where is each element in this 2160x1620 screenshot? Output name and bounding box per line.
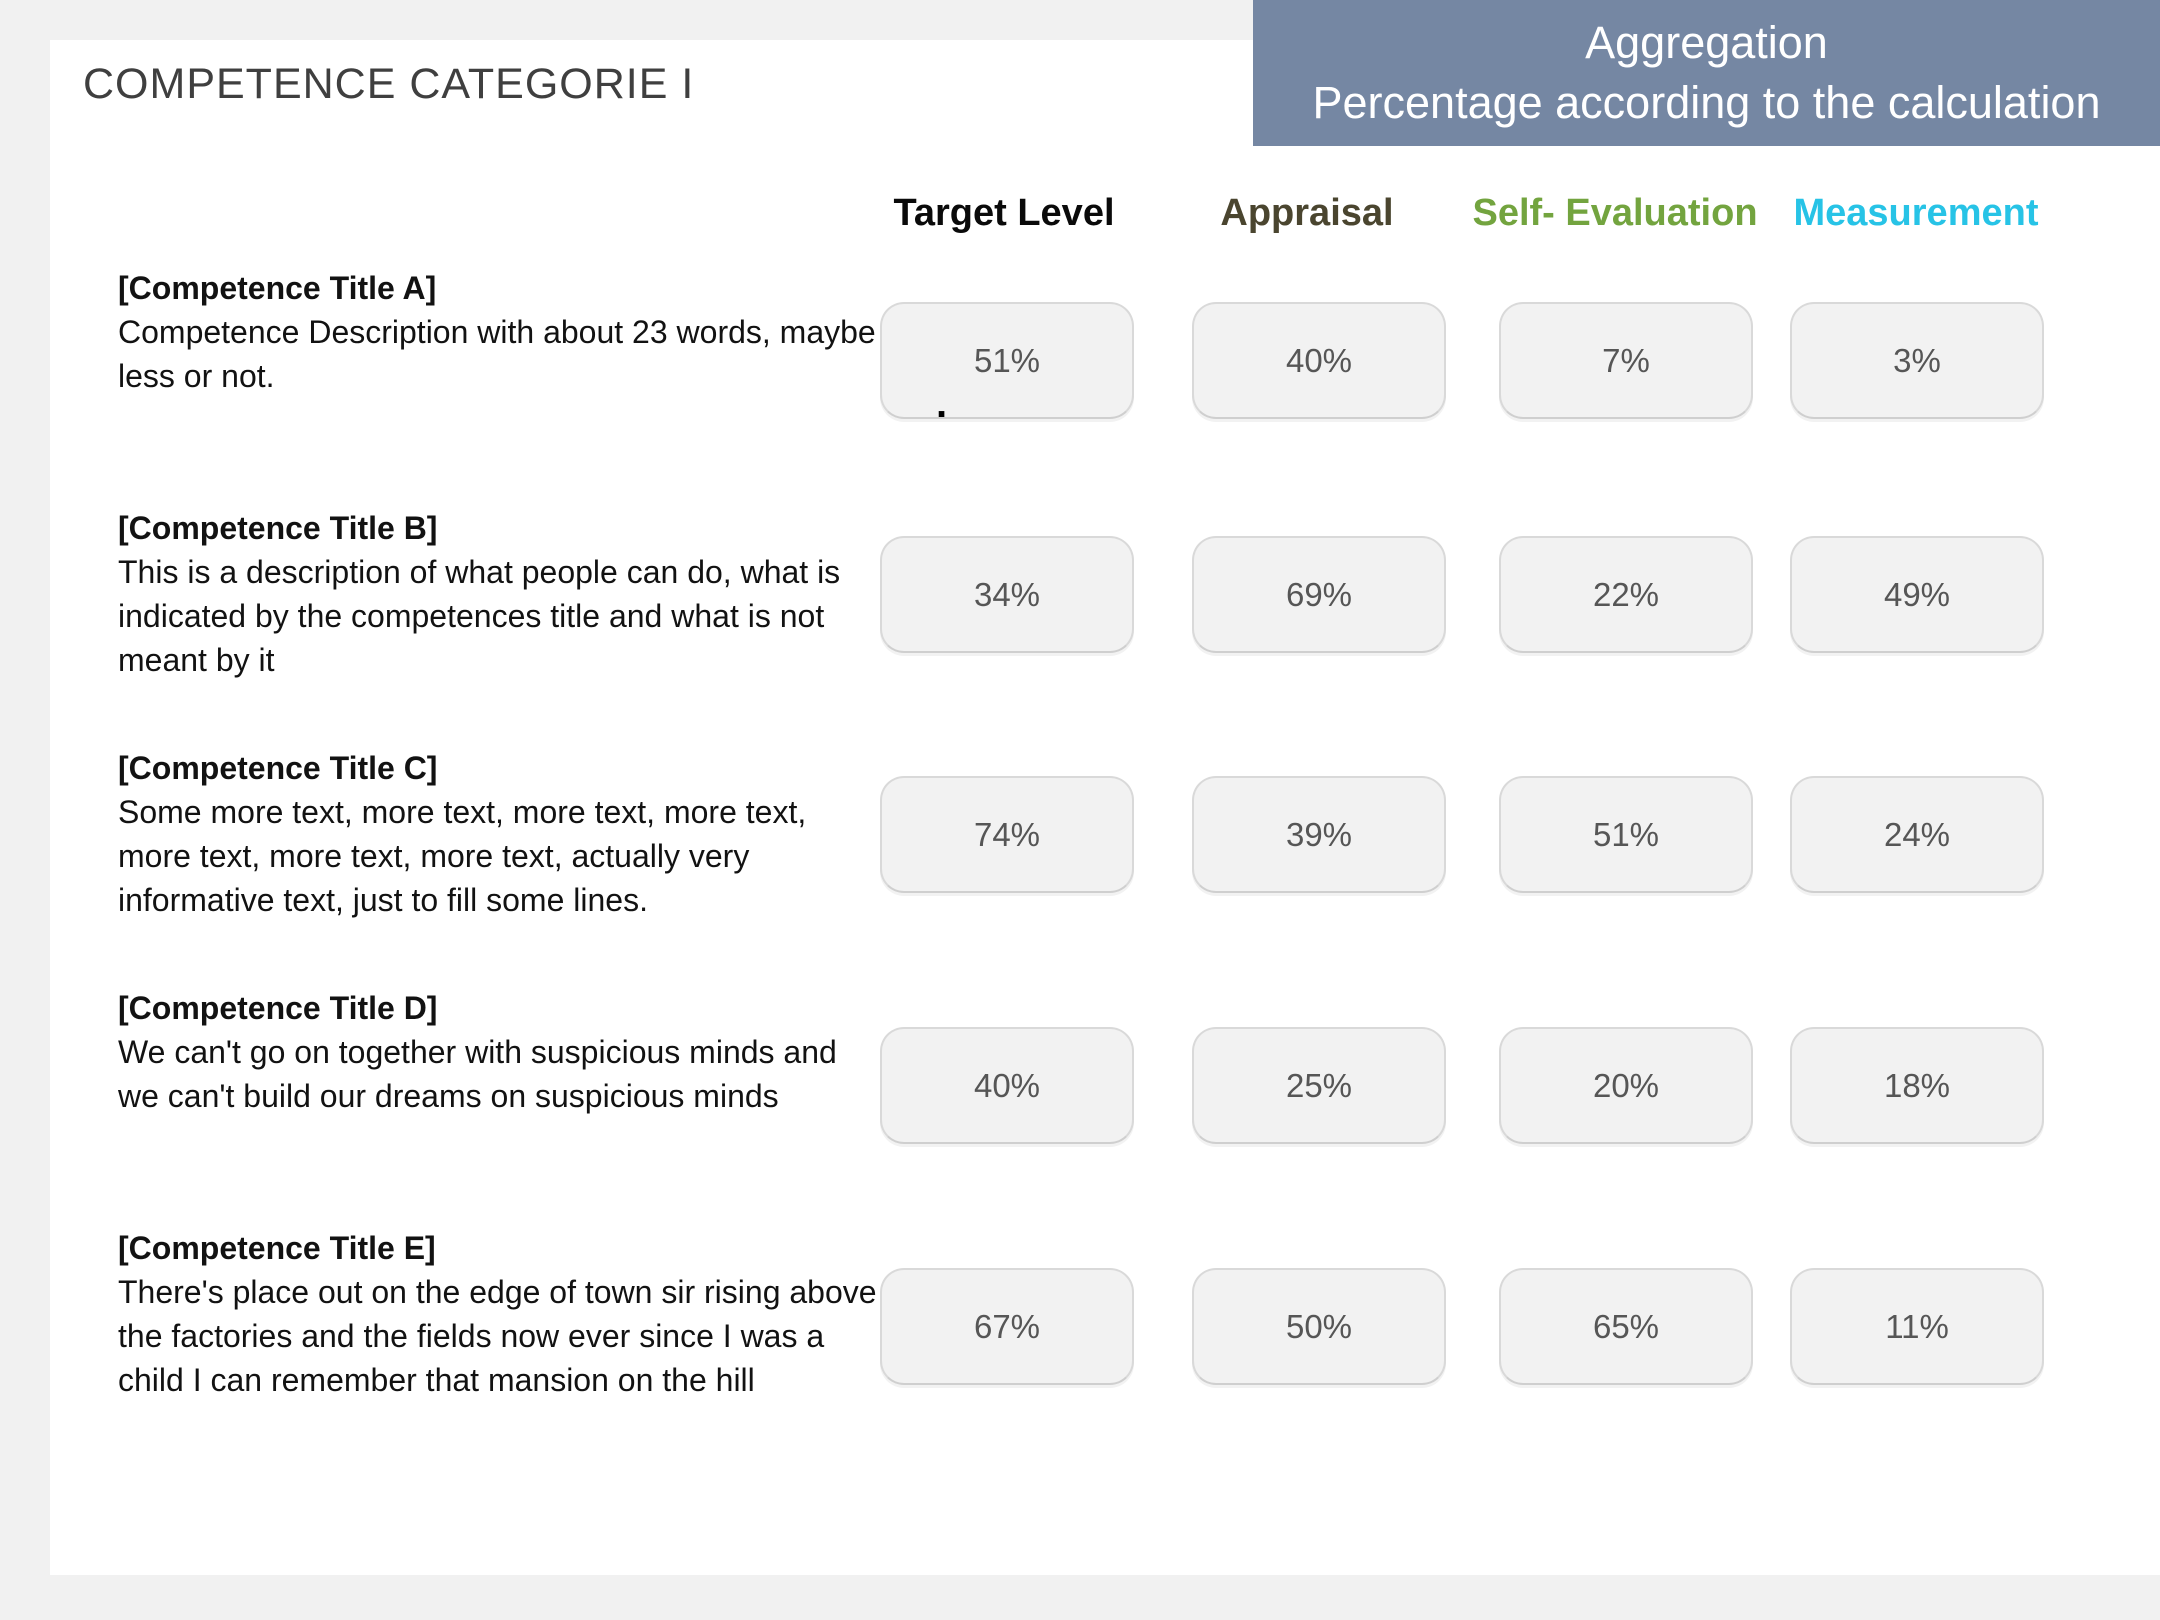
competence-title: [Competence Title D] (118, 990, 438, 1026)
value-label: 39% (1285, 815, 1353, 853)
column-header-appraisal: Appraisal (1220, 192, 1394, 234)
value-label: 51% (1592, 815, 1660, 853)
value-label: 51% (973, 341, 1041, 379)
value-label: 49% (1883, 575, 1951, 613)
competence-row-a-text (118, 266, 878, 398)
aggregation-banner-line2: Percentage according to the calculation (1312, 77, 2101, 128)
value-box (1499, 536, 1753, 653)
value-box (1499, 1268, 1753, 1385)
value-label: 69% (1285, 575, 1353, 613)
value-box (1192, 536, 1446, 653)
value-label: 25% (1285, 1066, 1353, 1104)
value-box (1790, 1268, 2044, 1385)
column-header-measurement: Measurement (1793, 192, 2039, 234)
aggregation-banner-line1: Aggregation (1585, 17, 1828, 68)
value-box (1192, 1027, 1446, 1144)
value-label: 40% (1285, 341, 1353, 379)
value-box (1499, 1027, 1753, 1144)
value-label: 74% (973, 815, 1041, 853)
competence-row-c-text (118, 746, 878, 922)
value-label: 7% (1602, 341, 1650, 379)
competence-description: There's place out on the edge of town sir rising above the factories and the fields now ever since I was a child I can remember that mansion on the hill (118, 1274, 877, 1398)
competence-description: Competence Description with about 23 words, maybe less or not. (118, 314, 876, 394)
value-label: 40% (973, 1066, 1041, 1104)
value-box (1499, 776, 1753, 893)
aggregation-banner (1253, 0, 2160, 146)
column-header-target-level: Target Level (893, 192, 1115, 234)
competence-row-e-text (118, 1226, 878, 1402)
page-title: COMPETENCE CATEGORIE I (83, 60, 695, 108)
value-box (1192, 1268, 1446, 1385)
competence-title: [Competence Title A] (118, 270, 437, 306)
value-box (1790, 776, 2044, 893)
value-label: 22% (1592, 575, 1660, 613)
value-box (880, 302, 1134, 419)
value-label: 18% (1883, 1066, 1951, 1104)
value-label: 34% (973, 575, 1041, 613)
value-box (880, 776, 1134, 893)
competence-description: This is a description of what people can do, what is indicated by the competences title and what is not meant by it (118, 554, 841, 678)
value-box (880, 536, 1134, 653)
value-box (880, 1268, 1134, 1385)
value-label: 3% (1893, 341, 1941, 379)
value-label: 50% (1285, 1307, 1353, 1345)
value-box (1790, 536, 2044, 653)
value-box (1790, 302, 2044, 419)
competence-title: [Competence Title B] (118, 510, 438, 546)
stray-period-mark: . (936, 382, 948, 426)
value-label: 24% (1883, 815, 1951, 853)
competence-title: [Competence Title E] (118, 1230, 436, 1266)
competence-title: [Competence Title C] (118, 750, 438, 786)
value-label: 67% (973, 1307, 1041, 1345)
value-label: 65% (1592, 1307, 1660, 1345)
competence-description: Some more text, more text, more text, more text, more text, more text, more text, actually very informative text, just to fill some lines. (118, 794, 807, 918)
value-box (880, 1027, 1134, 1144)
competence-row-d-text (118, 986, 878, 1118)
value-box (1790, 1027, 2044, 1144)
value-box (1192, 776, 1446, 893)
value-box (1192, 302, 1446, 419)
column-header-self-evaluation: Self- Evaluation (1472, 192, 1758, 234)
value-box (1499, 302, 1753, 419)
competence-row-b-text (118, 506, 878, 682)
value-label: 20% (1592, 1066, 1660, 1104)
value-label: 11% (1885, 1307, 1949, 1345)
competence-description: We can't go on together with suspicious minds and we can't build our dreams on suspicious minds (118, 1034, 837, 1114)
